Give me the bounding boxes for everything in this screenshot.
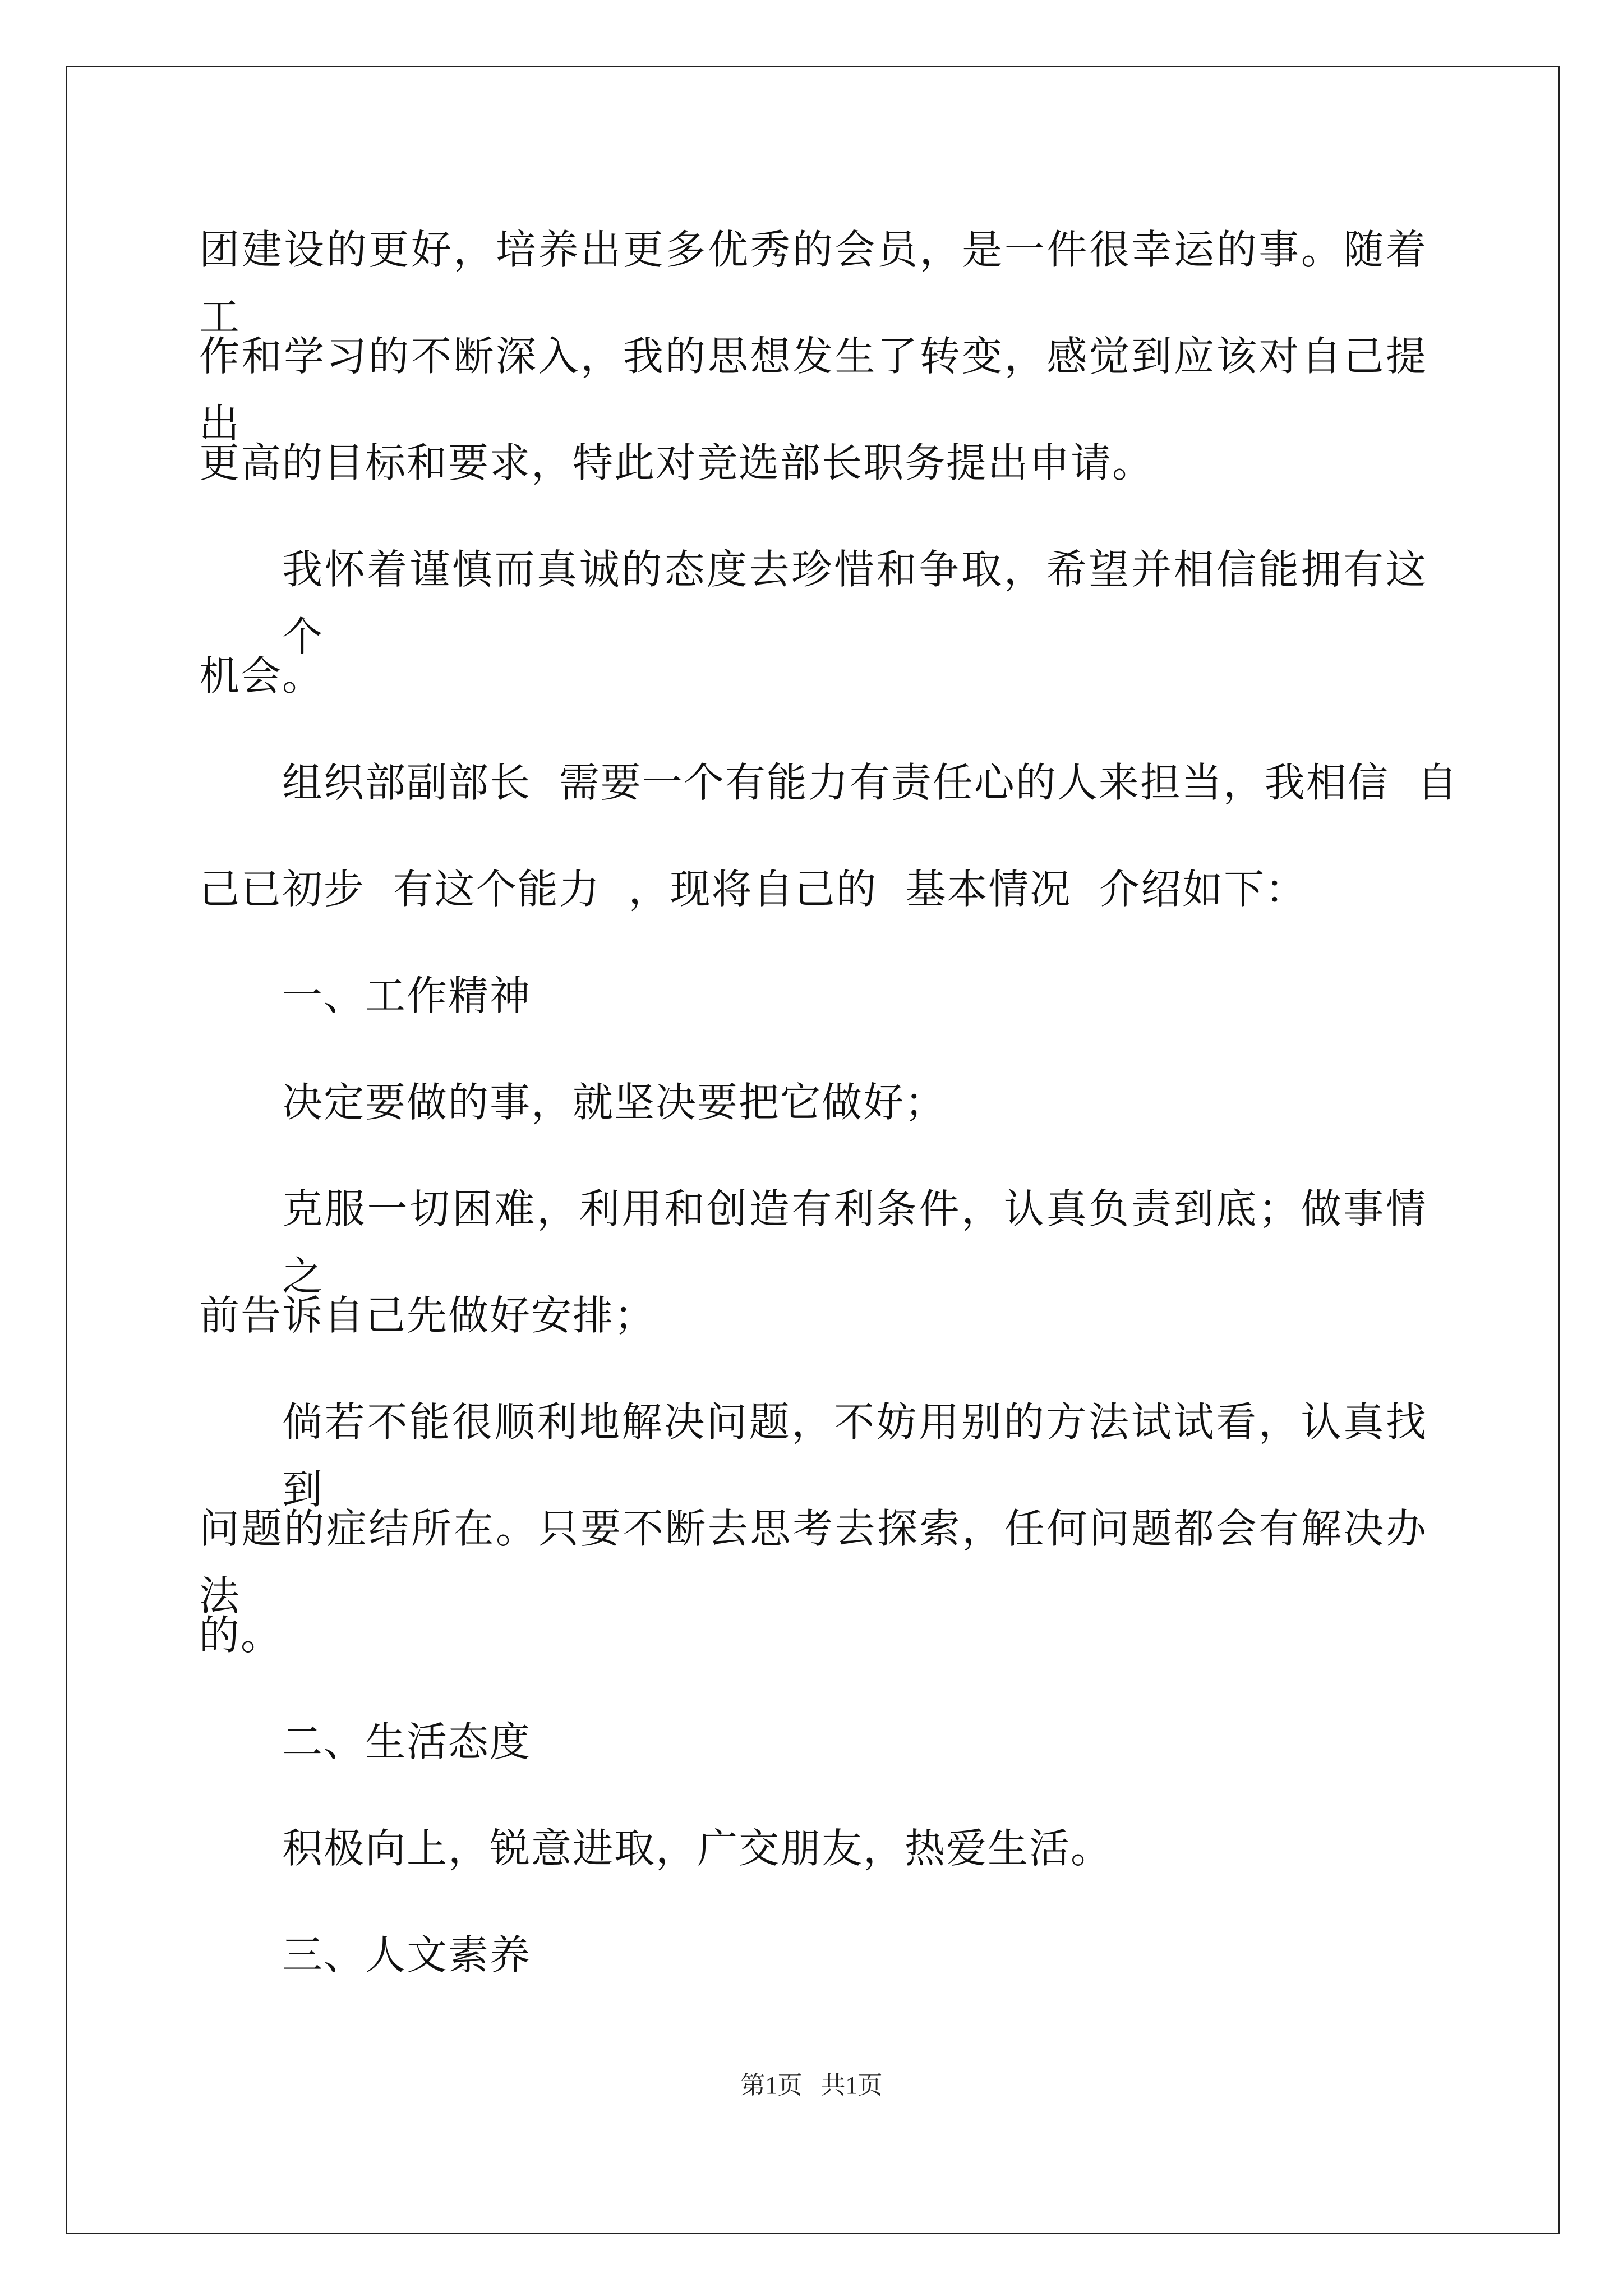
text-line: 更高的目标和要求，特此对竞选部长职务提出申请。 — [199, 439, 1154, 486]
paragraph-start-line: 组织部副部长 需要一个有能力有责任心的人来担当，我相信 自 — [282, 759, 1459, 806]
text-line: 团建设的更好，培养出更多优秀的会员，是一件很幸运的事。随着工 — [199, 226, 1427, 341]
paragraph-start-line: 积极向上，锐意进取，广交朋友，热爱生活。 — [282, 1825, 1113, 1872]
page-number-footer: 第1页 共1页 — [740, 2072, 883, 2099]
text-line: 前告诉自己先做好安排； — [199, 1292, 656, 1339]
section-heading: 三、人文素养 — [282, 1931, 532, 1978]
section-heading: 二、生活态度 — [282, 1718, 532, 1765]
text-line: 作和学习的不断深入，我的思想发生了转变，感觉到应该对自己提出 — [199, 333, 1427, 447]
paragraph-start-line: 决定要做的事，就坚决要把它做好； — [282, 1079, 947, 1126]
text-line: 问题的症结所在。只要不断去思考去探索，任何问题都会有解决办法 — [199, 1505, 1427, 1619]
section-heading: 一、工作精神 — [282, 972, 532, 1019]
text-line: 己已初步 有这个能力 ，现将自己的 基本情况 介绍如下： — [199, 866, 1307, 913]
paragraph-start-line: 我怀着谨慎而真诚的态度去珍惜和争取，希望并相信能拥有这个 — [282, 546, 1427, 660]
text-line: 的。 — [199, 1612, 283, 1659]
text-line: 机会。 — [199, 652, 324, 700]
paragraph-start-line: 倘若不能很顺利地解决问题，不妨用别的方法试试看，认真找到 — [282, 1398, 1427, 1513]
page-border — [66, 66, 1560, 2234]
paragraph-start-line: 克服一切困难，利用和创造有利条件，认真负责到底；做事情之 — [282, 1185, 1427, 1300]
